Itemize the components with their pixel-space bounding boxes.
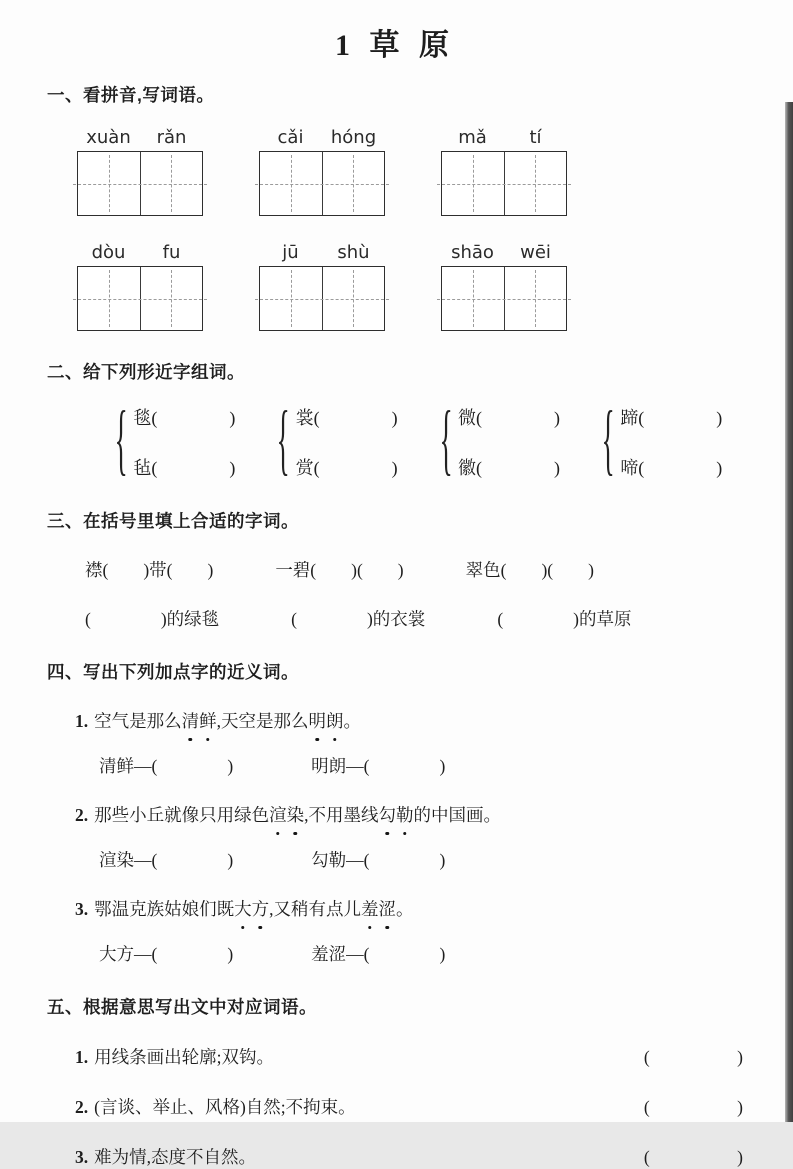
sentence-text: 那些小丘就像只用绿色 — [94, 805, 270, 826]
definition-text — [75, 1144, 256, 1169]
question-number: 3. — [75, 899, 89, 920]
sentence-text: ,不用墨线 — [304, 805, 379, 826]
answer-blank: ( ) — [643, 1097, 743, 1118]
sentence-text: 。 — [343, 711, 361, 731]
pinyin-group — [259, 127, 385, 216]
char-blank: 毯( ) — [133, 408, 236, 428]
char-blank: 赏( ) — [295, 458, 398, 478]
writing-grid — [77, 151, 203, 216]
pinyin-label: hóng — [330, 127, 377, 148]
pinyin-label: jū — [282, 242, 299, 263]
sentence-text: (言谈、举止、风格)自然;不拘束。 — [94, 1097, 356, 1118]
similar-char-row — [113, 397, 743, 485]
definition-row — [75, 1094, 743, 1119]
pinyin-label: shāo — [451, 242, 494, 263]
emphasized-word: 勾勒 — [379, 805, 414, 825]
similar-char-group — [113, 397, 236, 485]
definition-text — [75, 1094, 356, 1119]
sentence-text: 空气是那么 — [94, 711, 182, 731]
char-blank: 裳( ) — [295, 408, 398, 428]
emphasized-word: 大方 — [234, 899, 269, 919]
section-2-heading: 二、给下列形近字组词。 — [47, 362, 245, 382]
brace-icon: { — [114, 397, 128, 485]
char-blank: 毡( ) — [133, 458, 236, 478]
pinyin-group — [441, 127, 567, 216]
section-3-heading: 三、在括号里填上合适的字词。 — [47, 511, 299, 531]
brace-icon: { — [439, 397, 453, 485]
question-number: 2. — [75, 805, 89, 826]
question-sentence — [75, 708, 743, 735]
char-blank: 蹄( ) — [620, 408, 723, 428]
fill-row-1 — [85, 557, 743, 582]
pinyin-label: xuàn — [86, 127, 131, 148]
scan-edge-artifact — [785, 102, 793, 1122]
brace-icon: { — [601, 397, 615, 485]
emphasized-word: 清鲜 — [182, 711, 217, 731]
fill-blank-item: 一碧( )( ) — [275, 560, 404, 580]
emphasized-word: 渲染 — [269, 805, 304, 825]
pinyin-group — [77, 127, 203, 216]
section-4-heading: 四、写出下列加点字的近义词。 — [47, 662, 299, 682]
writing-grid — [441, 266, 567, 331]
pinyin-label: fu — [162, 242, 181, 263]
pinyin-row-2 — [77, 242, 743, 331]
emphasized-word: 羞涩 — [361, 899, 396, 919]
answer-blank: 清鲜—( ) — [99, 756, 234, 777]
similar-char-group — [275, 397, 398, 485]
writing-grid — [77, 266, 203, 331]
char-blank: 啼( ) — [620, 458, 723, 478]
answer-blanks — [99, 941, 743, 966]
pinyin-label: rǎn — [156, 127, 187, 148]
pinyin-label: dòu — [91, 242, 126, 263]
sentence-text: 。 — [396, 899, 414, 920]
pinyin-label: wēi — [520, 242, 551, 263]
grid-cell — [442, 267, 504, 330]
brace-icon: { — [276, 397, 291, 485]
question-number: 1. — [75, 711, 89, 731]
grid-cell — [322, 152, 385, 215]
sentence-text: 用线条画出轮廓;双钩。 — [94, 1047, 274, 1068]
question-number: 2. — [75, 1097, 89, 1118]
question-number: 3. — [75, 1147, 89, 1168]
grid-cell — [260, 152, 322, 215]
pinyin-label: tí — [529, 127, 542, 148]
writing-grid — [441, 151, 567, 216]
definition-row — [75, 1044, 743, 1069]
question-number: 1. — [75, 1047, 89, 1068]
sentence-text: ,天空是那么 — [216, 711, 309, 731]
question-sentence — [75, 802, 743, 829]
similar-char-group — [600, 397, 723, 485]
pinyin-group — [259, 242, 385, 331]
fill-blank-item: ( )的草原 — [497, 609, 632, 629]
definition-text — [75, 1044, 274, 1069]
similar-char-group — [438, 397, 560, 485]
question-sentence — [75, 896, 743, 923]
answer-blank: 勾勒—( ) — [311, 850, 446, 871]
pinyin-row-1 — [77, 127, 743, 216]
grid-cell — [322, 267, 385, 330]
pinyin-group — [77, 242, 203, 331]
fill-blank-item: 翠色( )( ) — [465, 560, 594, 580]
fill-row-2 — [85, 606, 743, 631]
grid-cell — [78, 267, 140, 330]
section-1-heading: 一、看拼音,写词语。 — [47, 85, 215, 105]
definition-row — [75, 1144, 743, 1169]
grid-cell — [78, 152, 140, 215]
answer-blank: 大方—( ) — [99, 944, 234, 965]
answer-blank: ( ) — [643, 1147, 743, 1168]
grid-cell — [504, 152, 567, 215]
grid-cell — [140, 267, 203, 330]
grid-cell — [442, 152, 504, 215]
answer-blank: ( ) — [643, 1047, 743, 1068]
sentence-text: 鄂温克族姑娘们既 — [94, 899, 235, 920]
emphasized-word: 明朗 — [309, 711, 344, 731]
pinyin-group — [441, 242, 567, 331]
answer-blanks — [99, 847, 743, 872]
fill-blank-item: 襟( )带( ) — [85, 560, 214, 580]
page-title: 1 草 原 — [335, 29, 455, 62]
answer-blank: 羞涩—( ) — [311, 944, 446, 965]
fill-blank-item: ( )的衣裳 — [291, 609, 426, 629]
answer-blank: 渲染—( ) — [99, 850, 234, 871]
pinyin-label: cǎi — [277, 127, 304, 148]
writing-grid — [259, 266, 385, 331]
answer-blank: 明朗—( ) — [311, 756, 446, 777]
sentence-text: ,又稍有点儿 — [269, 899, 361, 920]
fill-blank-item: ( )的绿毯 — [85, 609, 220, 629]
sentence-text: 的中国画。 — [413, 805, 501, 826]
grid-cell — [140, 152, 203, 215]
pinyin-label: shù — [337, 242, 370, 263]
grid-cell — [260, 267, 322, 330]
writing-grid — [259, 151, 385, 216]
pinyin-label: mǎ — [458, 127, 487, 148]
answer-blanks — [99, 753, 743, 778]
section-5-heading: 五、根据意思写出文中对应词语。 — [47, 997, 317, 1018]
char-blank: 微( ) — [457, 408, 560, 428]
sentence-text: 难为情,态度不自然。 — [94, 1147, 256, 1168]
grid-cell — [504, 267, 567, 330]
char-blank: 徽( ) — [457, 458, 560, 478]
